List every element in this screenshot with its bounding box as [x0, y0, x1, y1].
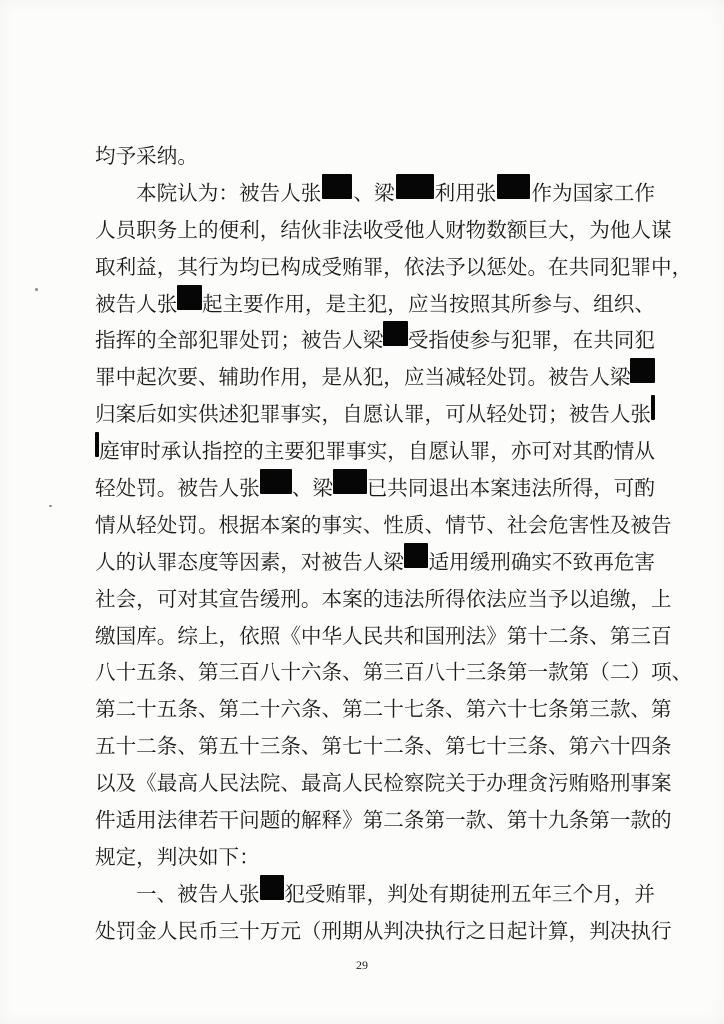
text-line — [95, 581, 672, 618]
text-segment: 犯受贿罪，判处有期徒刑五年三个月，并 — [284, 881, 655, 906]
redaction-bar — [630, 358, 655, 383]
text-segment: 八十五条、第三百八十六条、第三百八十三条第一款第（二）项、 — [95, 660, 693, 685]
text-segment: 适用缓刑确实不致再危害 — [428, 549, 655, 574]
redaction-bar — [260, 875, 285, 900]
text-line — [95, 765, 672, 802]
text-line — [95, 175, 655, 212]
text-line — [95, 433, 655, 470]
text-line — [95, 618, 672, 655]
text-segment: 人员职务上的便利，结伙非法收受他人财物数额巨大，为他人谋 — [95, 217, 672, 242]
text-segment: 本院认为：被告人张 — [136, 180, 322, 205]
text-line — [95, 691, 672, 728]
text-segment: 罪中起次要、辅助作用，是从犯，应当减轻处罚。被告人梁 — [95, 365, 631, 390]
text-line — [95, 654, 693, 691]
text-segment: 件适用法律若干问题的解释》第二条第一款、第十九条第一款的 — [95, 808, 672, 833]
text-segment: 均予采纳。 — [95, 144, 198, 168]
text-line — [95, 876, 655, 913]
text-segment: 利用张 — [434, 180, 497, 205]
text-segment: 一、被告人张 — [136, 881, 260, 906]
text-segment: 已共同退出本案违法所得，可酌 — [366, 476, 655, 501]
text-segment: 作为国家工作 — [531, 180, 655, 205]
text-line — [95, 913, 672, 950]
text-segment: 以及《最高人民法院、最高人民检察院关于办理贪污贿赂刑事案 — [95, 771, 672, 796]
text-line — [95, 138, 655, 175]
text-line — [95, 322, 655, 359]
redaction-bar — [177, 285, 202, 310]
text-line — [95, 396, 655, 433]
redaction-bar — [651, 395, 655, 420]
redaction-bar — [95, 432, 99, 457]
text-segment: 起主要作用，是主犯，应当按照其所参与、组织、 — [201, 291, 655, 316]
text-segment: 、梁 — [291, 476, 333, 501]
text-segment: 人的认罪态度等因素，对被告人梁 — [95, 549, 404, 574]
text-segment: 归案后如实供述犯罪事实，自愿认罪，可从轻处罚；被告人张 — [95, 402, 652, 427]
text-line — [95, 470, 655, 507]
scan-speck — [35, 288, 38, 291]
text-line — [95, 728, 672, 765]
text-line — [95, 286, 655, 323]
text-segment: 规定，判决如下： — [95, 844, 260, 869]
text-line — [95, 212, 672, 249]
text-segment: 缴国库。综上，依照《中华人民共和国刑法》第十二条、第三百 — [95, 623, 672, 648]
text-line — [95, 507, 672, 544]
redaction-bar — [260, 469, 292, 494]
redaction-bar — [396, 174, 434, 199]
page-number: 29 — [356, 958, 368, 972]
redaction-bar — [322, 174, 352, 199]
text-segment: 情从轻处罚。根据本案的事实、性质、情节、社会危害性及被告 — [95, 512, 672, 537]
redaction-bar — [383, 321, 408, 346]
text-segment: 社会，可对其宣告缓刑。本案的违法所得依法应当予以追缴，上 — [95, 586, 672, 611]
text-line — [95, 544, 655, 581]
text-segment: 被告人张 — [95, 291, 178, 316]
redaction-bar — [333, 469, 367, 494]
text-segment: 受指使参与犯罪，在共同犯 — [407, 328, 655, 353]
text-segment: 第二十五条、第二十六条、第二十七条、第六十七条第三款、第 — [95, 697, 672, 722]
text-segment: 指挥的全部犯罪处罚；被告人梁 — [95, 328, 384, 353]
text-segment: 轻处罚。被告人张 — [95, 476, 260, 501]
redaction-bar — [404, 543, 429, 568]
redaction-bar — [497, 174, 530, 199]
text-line — [95, 359, 655, 396]
text-line — [95, 802, 672, 839]
scan-speck — [49, 505, 52, 507]
text-segment: 庭审时承认指控的主要犯罪事实，自愿认罪，亦可对其酌情从 — [98, 439, 655, 464]
text-line — [95, 249, 693, 286]
judgment-text — [95, 138, 693, 950]
text-segment: 、梁 — [353, 180, 395, 205]
text-line — [95, 839, 655, 876]
text-segment: 五十二条、第五十三条、第七十二条、第七十三条、第六十四条 — [95, 734, 672, 759]
text-segment: 取利益，其行为均已构成受贿罪，依法予以惩处。在共同犯罪中， — [95, 254, 693, 279]
text-segment: 处罚金人民币三十万元（刑期从判决执行之日起计算，判决执行 — [95, 918, 672, 943]
